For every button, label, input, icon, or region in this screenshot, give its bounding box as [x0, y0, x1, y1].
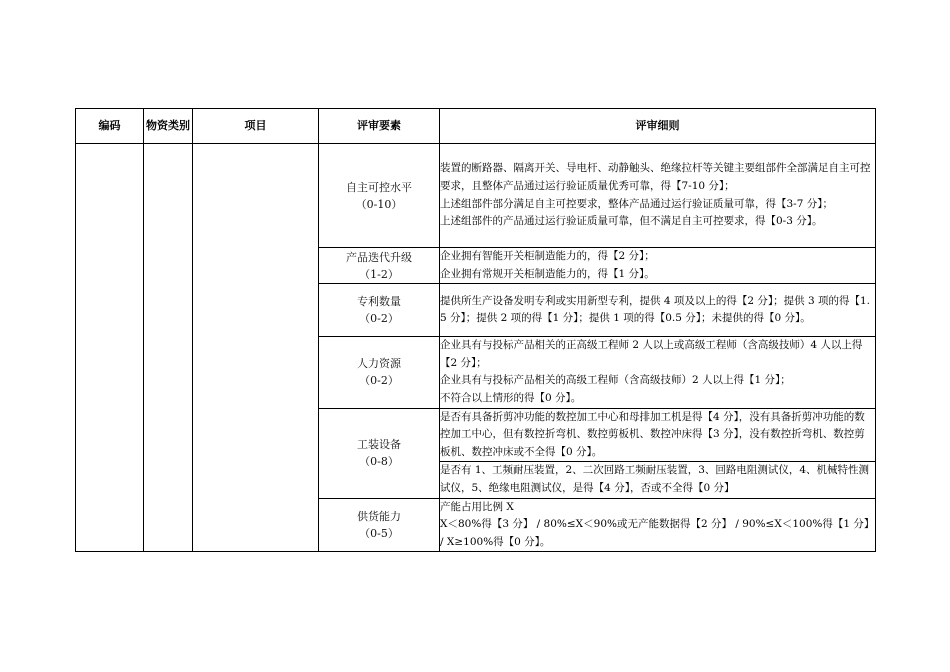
header-row — [76, 109, 876, 144]
header-material-category: 物资类别 — [144, 109, 193, 144]
item-cell — [193, 144, 319, 552]
detail-cell — [440, 462, 876, 498]
header-criteria: 评审要素 — [319, 109, 440, 144]
criterion-score: （0-8） — [359, 455, 399, 469]
criterion-cell — [319, 498, 440, 552]
code-cell — [76, 144, 144, 552]
detail-line: 提供所生产设备发明专利或实用新型专利，提供 4 项及以上的得【2 分】；提供 3 项的得【1.5 分】；提供 2 项的得【1 分】；提供 1 项的得【0.5 分】；未提供的得【0 分】。 — [440, 294, 870, 325]
detail-line: 企业拥有常规开关柜制造能力的，得【1 分】。 — [440, 267, 655, 280]
criterion-cell — [319, 144, 440, 248]
detail-line: 产能占用比例 X — [440, 500, 514, 513]
criterion-name: 自主可控水平 — [346, 180, 412, 194]
table-row — [76, 144, 876, 248]
detail-line: X＜80%得【3 分】 / 80%≤X＜90%或无产能数据得【2 分】 / 90%≤X＜100%得【1 分】 / X≥100%得【0 分】。 — [440, 518, 875, 548]
criterion-score: （1-2） — [359, 267, 399, 281]
criterion-name: 供货能力 — [357, 509, 401, 523]
criterion-name: 专利数量 — [357, 295, 401, 309]
detail-cell — [440, 284, 876, 337]
detail-line: 企业具有与投标产品相关的高级工程师（含高级技师）2 人以上得【1 分】； — [440, 374, 791, 387]
criterion-cell — [319, 337, 440, 408]
header-code: 编码 — [76, 109, 144, 144]
criterion-score: （0-2） — [359, 374, 399, 388]
criterion-cell — [319, 248, 440, 284]
header-details: 评审细则 — [440, 109, 876, 144]
criterion-cell — [319, 408, 440, 498]
detail-cell — [440, 498, 876, 552]
header-item: 项目 — [193, 109, 319, 144]
criterion-score: （0-5） — [359, 526, 399, 540]
detail-line: 是否有具备折剪冲功能的数控加工中心和母排加工机是得【4 分】，没有具备折剪冲功能的数控加工中心，但有数控折弯机、数控剪板机、数控冲床得【3 分】，没有数控折弯机、数控剪板机、数控冲床或不全得【0 分】。 — [440, 410, 865, 458]
criterion-score: （0-10） — [355, 197, 403, 211]
detail-line: 企业拥有智能开关柜制造能力的，得【2 分】； — [440, 250, 655, 262]
detail-cell — [440, 248, 876, 284]
criterion-score: （0-2） — [359, 312, 399, 326]
criterion-name: 工装设备 — [357, 438, 401, 452]
detail-cell — [440, 144, 876, 248]
detail-cell — [440, 337, 876, 408]
detail-line: 装置的断路器、隔离开关、导电杆、动静触头、绝缘拉杆等关键主要组部件全部满足自主可控要求，且整体产品通过运行验证质量优秀可靠，得【7-10 分】； — [440, 162, 871, 192]
evaluation-table — [75, 108, 876, 552]
detail-line: 是否有 1、工频耐压装置，2、二次回路工频耐压装置，3、回路电阻测试仪，4、机械特性测试仪，5、绝缘电阻测试仪，是得【4 分】，否或不全得【0 分】 — [440, 464, 870, 494]
criterion-name: 人力资源 — [357, 357, 401, 371]
criterion-name: 产品迭代升级 — [346, 250, 412, 264]
criterion-cell — [319, 284, 440, 337]
detail-line: 上述组部件的产品通过运行验证质量可靠，但不满足自主可控要求，得【0-3 分】。 — [440, 215, 823, 228]
detail-cell — [440, 408, 876, 462]
detail-line: 不符合以上情形的得【0 分】。 — [440, 391, 582, 404]
category-cell — [144, 144, 193, 552]
detail-line: 企业具有与投标产品相关的正高级工程师 2 人以上或高级工程师（含高级技师）4 人以上得【2 分】； — [440, 339, 863, 369]
detail-line: 上述组部件部分满足自主可控要求，整体产品通过运行验证质量可靠，得【3-7 分】； — [440, 197, 833, 210]
